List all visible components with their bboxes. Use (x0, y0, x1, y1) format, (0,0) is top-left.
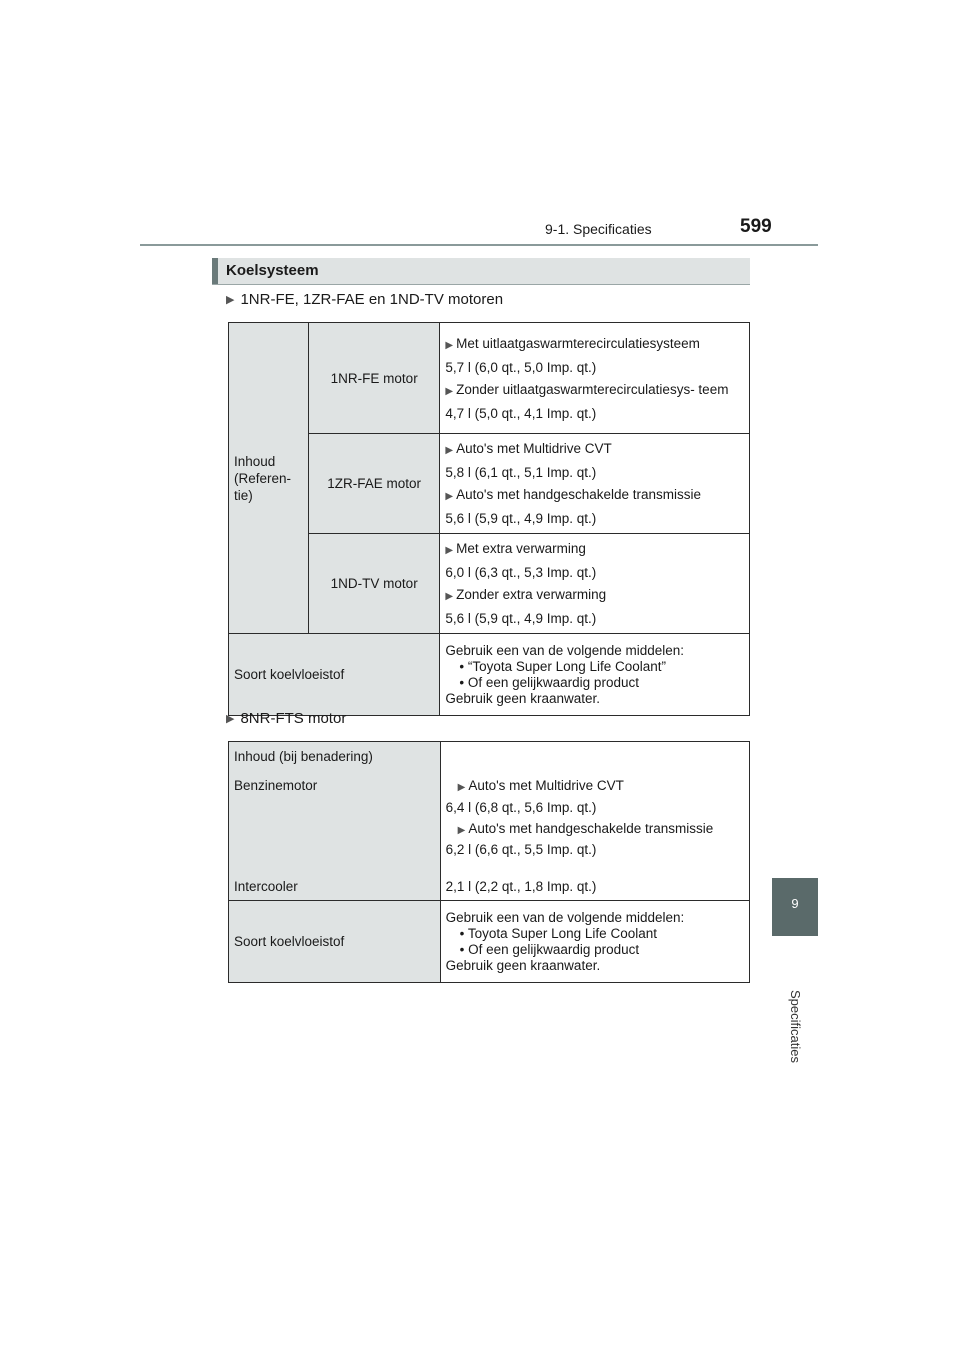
intercooler-capacity: 2,1 l (2,2 qt., 1,8 Imp. qt.) (445, 879, 597, 894)
benzinemotor-label: Benzinemotor (234, 778, 318, 793)
coolant-line: Gebruik een van de volgende middelen: (445, 642, 685, 658)
coolant-label: Soort koelvloeistof (234, 934, 345, 949)
coolant-option: • Toyota Super Long Life Coolant (459, 925, 657, 941)
coolant-value-cell (440, 901, 749, 983)
engine-name: 1ND-TV motor (330, 576, 418, 591)
table2-heading-text: 8NR-FTS motor (240, 710, 347, 727)
capacity-line: 5,6 l (5,9 qt., 4,9 Imp. qt.) (445, 611, 597, 626)
capacity-line: 5,6 l (5,9 qt., 4,9 Imp. qt.) (445, 511, 597, 526)
condition-line: ▶ Auto's met Multidrive CVT (445, 441, 612, 456)
chapter-tab (772, 878, 818, 936)
coolant-option: • “Toyota Super Long Life Coolant” (459, 658, 666, 674)
triangle-bullet-icon: ▶ (226, 294, 235, 306)
coolant-label-cell (229, 901, 441, 983)
triangle-bullet-icon: ▶ (445, 385, 454, 397)
capacity-line: 6,4 l (6,8 qt., 5,6 Imp. qt.) (445, 800, 597, 815)
value-cell-1 (440, 323, 750, 434)
capacity-line: 6,2 l (6,6 qt., 5,5 Imp. qt.) (445, 842, 597, 857)
table2-heading (226, 710, 346, 727)
value-cell-3 (440, 534, 750, 634)
chapter-number: 9 (791, 896, 799, 911)
condition-line: ▶ Auto's met Multidrive CVT (457, 778, 624, 793)
label-cell (229, 742, 441, 901)
row-label-inhoud (229, 323, 309, 634)
triangle-bullet-icon: ▶ (445, 339, 454, 351)
engine-cell-1 (308, 323, 439, 434)
coolant-option: • Of een gelijkwaardig product (459, 941, 640, 957)
triangle-bullet-icon: ▶ (445, 545, 454, 556)
section-bar (212, 258, 750, 285)
section-title: Koelsysteem (226, 262, 319, 279)
coolant-line: Gebruik geen kraanwater. (445, 690, 600, 706)
capacity-line: 4,7 l (5,0 qt., 4,1 Imp. qt.) (445, 405, 597, 421)
engine-cell-2 (308, 434, 439, 534)
inhoud-label: Inhoud (Referen- tie) (234, 453, 292, 503)
triangle-bullet-icon: ▶ (445, 591, 454, 602)
condition-line: ▶ Zonder extra verwarming (445, 587, 607, 602)
engine-name: 1ZR-FAE motor (327, 476, 422, 491)
coolant-line: Gebruik een van de volgende middelen: (445, 909, 685, 925)
capacity-table-2 (228, 741, 750, 983)
intercooler-label: Intercooler (234, 879, 298, 894)
table1-heading-text: 1NR-FE, 1ZR-FAE en 1ND-TV motoren (240, 291, 504, 308)
capacity-table-1 (228, 322, 750, 716)
value-cell-2 (440, 434, 750, 534)
triangle-bullet-icon: ▶ (445, 445, 454, 456)
header-section-title: 9-1. Specificaties (545, 221, 652, 237)
condition-line: ▶ Met extra verwarming (445, 541, 586, 556)
coolant-option: • Of een gelijkwaardig product (459, 674, 639, 690)
coolant-value-cell (440, 634, 750, 716)
chapter-label: Specificaties (788, 990, 803, 1063)
triangle-bullet-icon: ▶ (445, 491, 454, 502)
triangle-bullet-icon: ▶ (457, 782, 466, 793)
section-bar-accent (212, 258, 218, 284)
capacity-line: 5,8 l (6,1 qt., 5,1 Imp. qt.) (445, 465, 597, 480)
coolant-line: Gebruik geen kraanwater. (445, 957, 601, 973)
condition-line: ▶ Zonder uitlaatgaswarmterecirculatiesys- teem (445, 381, 729, 397)
page-number: 599 (740, 216, 772, 237)
engine-cell-3 (308, 534, 439, 634)
triangle-bullet-icon: ▶ (457, 825, 466, 836)
condition-line: ▶ Auto's met handgeschakelde transmissie (457, 821, 714, 836)
capacity-line: 6,0 l (6,3 qt., 5,3 Imp. qt.) (445, 565, 597, 580)
coolant-label: Soort koelvloeistof (234, 667, 345, 682)
table1-heading (226, 291, 503, 308)
inhoud-label: Inhoud (bij benadering) (234, 749, 373, 764)
value-cell (440, 742, 749, 901)
header-rule (140, 244, 818, 246)
triangle-bullet-icon: ▶ (226, 713, 235, 725)
engine-name: 1NR-FE motor (330, 370, 418, 386)
coolant-label-cell (229, 634, 440, 716)
condition-line: ▶ Met uitlaatgaswarmterecirculatiesysteem (445, 335, 700, 351)
condition-line: ▶ Auto's met handgeschakelde transmissie (445, 487, 702, 502)
capacity-line: 5,7 l (6,0 qt., 5,0 Imp. qt.) (445, 359, 597, 375)
